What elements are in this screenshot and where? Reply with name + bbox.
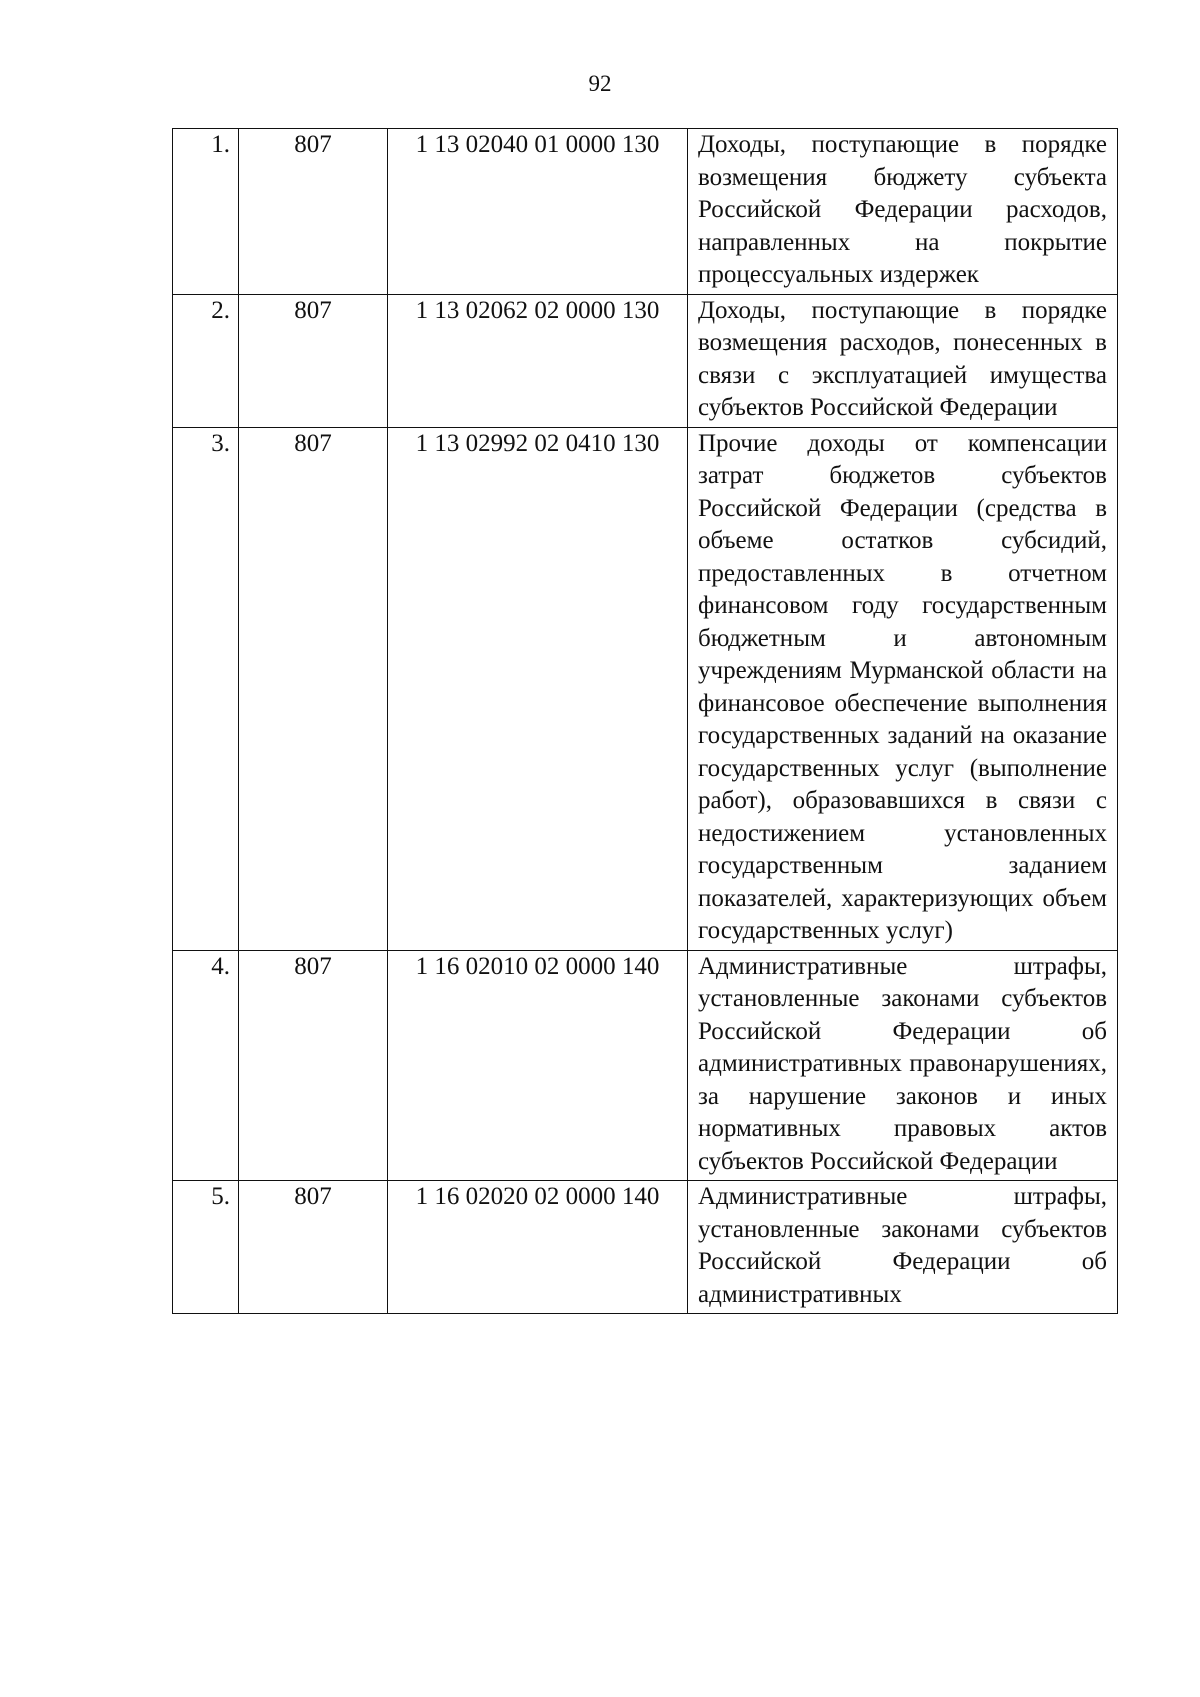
page-number: 92 [588, 71, 612, 96]
admin-code: 807 [239, 950, 388, 1181]
row-number: 2. [173, 294, 239, 427]
table-row [173, 129, 1118, 295]
admin-code: 807 [239, 129, 388, 295]
admin-code: 807 [239, 1181, 388, 1314]
revenue-description: Доходы, поступающие в порядке возмещения расходов, понесенных в связи с эксплуатацией имущества субъектов Российской Федерации [688, 294, 1118, 427]
budget-classification-code: 1 13 02992 02 0410 130 [388, 427, 688, 950]
admin-code: 807 [239, 294, 388, 427]
revenue-description: Прочие доходы от компенсации затрат бюджетов субъектов Российской Федерации (средства в объеме остатков субсидий, предоставленных в отчетном финансовом году государственным бюджетным и автономным учреждениям Мурманской области на финансовое обеспечение выполнения государственных заданий на оказание государственных услуг (выполнение работ), образовавшихся в связи с недостижением установленных государственным заданием показателей, характеризующих объем государственных услуг) [688, 427, 1118, 950]
budget-classification-code: 1 13 02062 02 0000 130 [388, 294, 688, 427]
budget-classification-code: 1 13 02040 01 0000 130 [388, 129, 688, 295]
row-number: 5. [173, 1181, 239, 1314]
revenue-description: Административные штрафы, установленные законами субъектов Российской Федерации об административных правонарушениях, за нарушение законов и иных нормативных правовых актов субъектов Российской Федерации [688, 950, 1118, 1181]
budget-classification-code: 1 16 02010 02 0000 140 [388, 950, 688, 1181]
table-row [173, 950, 1118, 1181]
table-row [173, 427, 1118, 950]
row-number: 3. [173, 427, 239, 950]
admin-code: 807 [239, 427, 388, 950]
row-number: 4. [173, 950, 239, 1181]
revenue-description: Доходы, поступающие в порядке возмещения бюджету субъекта Российской Федерации расходов, направленных на покрытие процессуальных издержек [688, 129, 1118, 295]
table-row [173, 1181, 1118, 1314]
revenue-description: Административные штрафы, установленные законами субъектов Российской Федерации об административных [688, 1181, 1118, 1314]
budget-classification-code: 1 16 02020 02 0000 140 [388, 1181, 688, 1314]
revenue-codes-table [172, 128, 1118, 1314]
row-number: 1. [173, 129, 239, 295]
table-row [173, 294, 1118, 427]
